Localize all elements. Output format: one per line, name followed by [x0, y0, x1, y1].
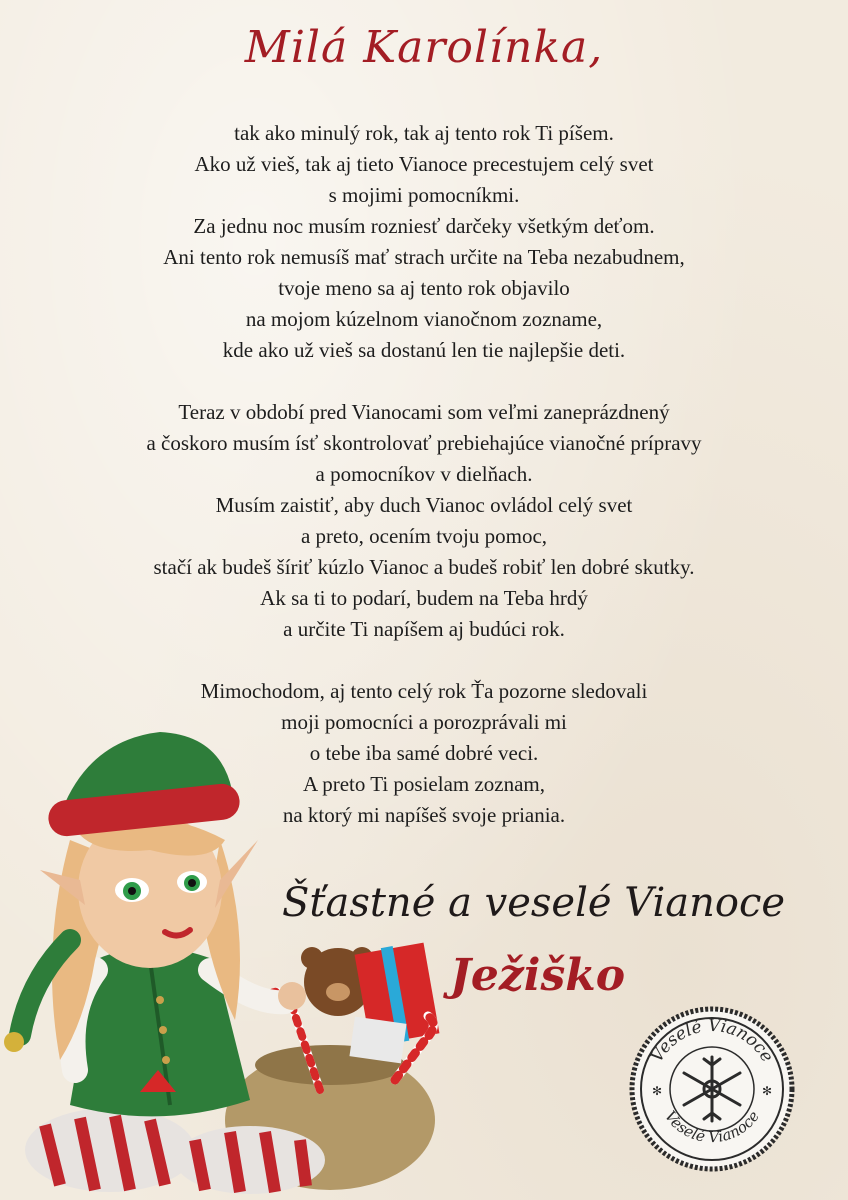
letter-line: Musím zaistiť, aby duch Vianoc ovládol celý svet: [215, 493, 633, 517]
stamp-bottom-text: Veselé Vianoce: [660, 1107, 764, 1147]
letter-line: Ak sa ti to podarí, budem na Teba hrdý: [260, 586, 588, 610]
star-icon: ✻: [652, 1084, 663, 1098]
letter-line: Ani tento rok nemusíš mať strach určite na Teba nezabudnem,: [163, 245, 685, 269]
letter-line: a preto, ocením tvoju pomoc,: [300, 524, 548, 548]
signature-text: Ježiško: [450, 950, 626, 1001]
letter-line: a čoskoro musím ísť skontrolovať prebiehajúce vianočné prípravy: [146, 431, 702, 455]
letter-line: Mimochodom, aj tento celý rok Ťa pozorne sledovali: [200, 679, 648, 703]
elf-illustration: [0, 720, 460, 1200]
letter-line: s mojimi pomocníkmi.: [328, 183, 520, 207]
letter-paragraph: [40, 118, 808, 366]
letter-line: tvoje meno sa aj tento rok objavilo: [278, 276, 570, 300]
letter-line: a pomocníkov v dielňach.: [315, 462, 533, 486]
letter-paragraph: [40, 397, 808, 645]
letter-line: moji pomocníci a porozprávali mi: [281, 710, 567, 734]
letter-line: Za jednu noc musím rozniesť darčeky všetkým deťom.: [193, 214, 655, 238]
letter-line: kde ako už vieš sa dostanú len tie najlepšie deti.: [222, 338, 626, 362]
letter-line: Ako už vieš, tak aj tieto Vianoce precestujem celý svet: [194, 152, 654, 176]
letter-greeting: Milá Karolínka,: [244, 22, 604, 73]
letter-line: tak ako minulý rok, tak aj tento rok Ti píšem.: [234, 121, 614, 145]
letter-line: a určite Ti napíšem aj budúci rok.: [283, 617, 565, 641]
stamp-top-text: Veselé Vianoce: [646, 1015, 778, 1066]
letter-line: stačí ak budeš šíriť kúzlo Vianoc a budeš robiť len dobré skutky.: [153, 555, 695, 579]
letter-line: Teraz v období pred Vianocami som veľmi zaneprázdnený: [178, 400, 670, 424]
star-icon: ✻: [762, 1084, 773, 1098]
letter-line: na mojom kúzelnom vianočnom zozname,: [245, 307, 603, 331]
letter-line: na ktorý mi napíšeš svoje priania.: [282, 803, 566, 827]
letter-line: o tebe iba samé dobré veci.: [309, 741, 539, 765]
letter-line: A preto Ti posielam zoznam,: [302, 772, 546, 796]
signoff-text: Šťastné a veselé Vianoce: [282, 880, 786, 926]
christmas-stamp: [628, 1005, 796, 1173]
